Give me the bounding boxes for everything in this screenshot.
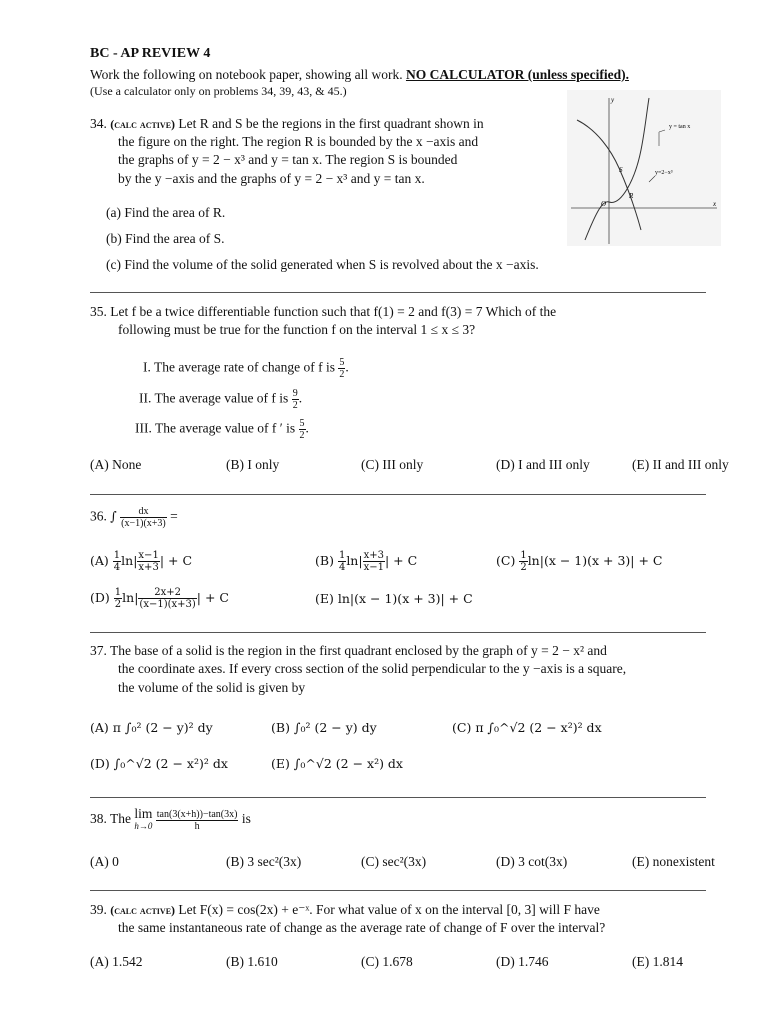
choice-tail: + C [168, 553, 193, 568]
fraction-den: (x−1)(x+3) [139, 599, 196, 610]
integral-sign: ∫ [110, 508, 117, 524]
choice-label: (A) [90, 553, 109, 568]
choice-label: (E) [271, 756, 290, 771]
q37-choice-b[interactable] [271, 720, 377, 735]
fraction-den: (x−1)(x+3) [121, 518, 166, 529]
q36-choice-d[interactable]: (D) $\frac{1}{2}$ ln| $\frac{2x+2}{(x-1)(x+3)}$ | + C [90, 587, 229, 610]
fraction-num: 5 [339, 357, 345, 368]
choice-body: π ∫₀^√2 (2 − x²)² dx [475, 720, 602, 735]
figure-label-s: S [619, 166, 623, 174]
choice-coef [114, 587, 122, 610]
q39-calc-tag: (calc active) [110, 903, 176, 917]
q39-choice-b[interactable]: (B) 1.610 [226, 954, 278, 969]
fraction-num: x+3 [363, 550, 384, 561]
q37-text-2: the coordinate axes. If every cross section of the solid perpendicular to the y −axis is a square, [118, 661, 627, 676]
instructions-text: Work the following on notebook paper, showing all work. [90, 67, 403, 82]
divider-5 [90, 890, 706, 891]
statement-3-fraction [299, 418, 306, 441]
q38-stem [90, 808, 251, 832]
fraction-num: 1 [114, 587, 122, 598]
q35-choice-e[interactable]: (E) II and III only [632, 457, 729, 472]
fraction-num: 1 [520, 550, 527, 561]
q37-number: 37. [90, 643, 107, 658]
figure-label-cubic: y=2−x³ [655, 170, 673, 176]
choice-body: π ∫₀² (2 − y)² dy [112, 720, 213, 735]
q34-line1 [90, 116, 484, 132]
q39-text-2: the same instantaneous rate of change as the average rate of change of F over the interval? [118, 920, 606, 935]
q35-text-1: Let f be a twice differentiable function such that f(1) = 2 and f(3) = 7 Which of the [110, 304, 557, 319]
limit-operator [134, 808, 152, 832]
q34-text-2: the figure on the right. The region R is bounded by the x −axis and [118, 134, 479, 149]
fraction-num: dx [120, 506, 167, 518]
divider-4 [90, 797, 706, 798]
choice-tail: + C [393, 553, 418, 568]
q35-choice-c[interactable]: (C) III only [361, 457, 424, 472]
choice-body: ∫₀^√2 (2 − x²)² dx [113, 756, 228, 771]
choice-fraction [363, 550, 385, 573]
choice-body: ∫₀² (2 − y) dy [293, 720, 377, 735]
lim-subscript: h→0 [134, 821, 153, 831]
fraction-num: 9 [292, 388, 298, 399]
q37-text-1: The base of a solid is the region in the first quadrant enclosed by the graph of y = 2 − x² and [110, 643, 607, 658]
choice-body: ln|(x − 1)(x + 3)| + C [337, 591, 473, 606]
q36-stem [90, 506, 178, 529]
q34-part-c: (c) Find the volume of the solid generated when S is revolved about the x −axis. [106, 257, 539, 272]
figure-label-tan: y = tan x [669, 124, 691, 130]
fraction-num: 5 [299, 418, 305, 429]
q38-choice-a[interactable]: (A) 0 [90, 854, 119, 869]
q39-choice-a[interactable]: (A) 1.542 [90, 954, 143, 969]
q38-choice-d[interactable]: (D) 3 cot(3x) [496, 854, 568, 869]
figure-label-origin: O [601, 200, 607, 208]
q34-figure [567, 90, 721, 246]
statement-2-text: II. The average value of f is [139, 390, 289, 406]
q35-choice-d[interactable]: (D) I and III only [496, 457, 590, 472]
choice-coef [113, 550, 121, 573]
choice-body: ln|(x − 1)(x + 3)| + C [527, 553, 663, 568]
fraction-den: 2 [299, 430, 305, 441]
q39-choice-d[interactable]: (D) 1.746 [496, 954, 549, 969]
fraction-den: x−1 [363, 562, 384, 573]
statement-1-fraction [338, 357, 345, 380]
q38-choice-b[interactable]: (B) 3 sec²(3x) [226, 854, 302, 869]
fraction-num: tan(3(x+h))−tan(3x) [156, 808, 238, 820]
q35-text-2: following must be true for the function f on the interval 1 ≤ x ≤ 3? [118, 322, 476, 337]
q39-text-1: Let F(x) = cos(2x) + e⁻ˣ. For what value of x on the interval [0, 3] will F have [178, 902, 600, 917]
fraction-den: 4 [338, 562, 346, 573]
q38-choice-e[interactable]: (E) nonexistent [632, 854, 715, 869]
q38-choice-c[interactable]: (C) sec²(3x) [361, 854, 427, 869]
q39-choice-e[interactable]: (E) 1.814 [632, 954, 683, 969]
q39-line1 [90, 902, 600, 918]
choice-label: (B) [315, 553, 334, 568]
fraction-den: 4 [113, 562, 121, 573]
q34-part-a: (a) Find the area of R. [106, 205, 226, 220]
q35-number: 35. [90, 304, 107, 319]
q34-text-1: Let R and S be the regions in the first quadrant shown in [178, 116, 484, 131]
fraction-num: 2x+2 [138, 587, 196, 599]
q34-number: 34. [90, 116, 107, 131]
choice-coef [519, 550, 527, 573]
figure-background [567, 90, 721, 246]
q35-choice-b[interactable]: (B) I only [226, 457, 280, 472]
choice-label: (C) [496, 553, 516, 568]
q37-choice-e[interactable] [271, 756, 403, 771]
choice-label: (A) [90, 720, 109, 735]
q36-stem-fraction [120, 506, 167, 529]
q36-choice-c[interactable] [496, 550, 663, 573]
q37-line1 [90, 643, 607, 659]
q37-choice-c[interactable] [452, 720, 602, 735]
figure-label-r: R [629, 192, 634, 200]
instructions [90, 67, 629, 83]
q34-text-4: by the y −axis and the graphs of y = 2 − x³ and y = tan x. [118, 171, 425, 186]
statement-3-text: III. The average value of f ′ is [135, 420, 296, 436]
fraction-den: x+3 [138, 562, 159, 573]
fraction-num: 1 [113, 550, 121, 561]
fraction-den: 2 [520, 562, 527, 573]
divider-2 [90, 494, 706, 495]
q34-text-3: the graphs of y = 2 − x³ and y = tan x. The region S is bounded [118, 152, 458, 167]
figure-label-x: x [713, 200, 717, 208]
q35-statement-2: II. The average value of f is $\frac{9}{2}$ . [139, 388, 303, 411]
q37-text-3: the volume of the solid is given by [118, 680, 306, 695]
q39-choice-c[interactable]: (C) 1.678 [361, 954, 413, 969]
choice-label: (C) [452, 720, 472, 735]
q36-choice-a[interactable]: (A) $\frac{1}{4}$ ln| $\frac{x-1}{x+3}$ | + C [90, 550, 193, 573]
choice-label: (D) [90, 590, 110, 605]
q35-line1 [90, 304, 556, 320]
choice-label: (D) [90, 756, 110, 771]
q38-tail: is [241, 811, 251, 827]
calculator-note: (Use a calculator only on problems 34, 39, 43, & 45.) [90, 84, 347, 98]
no-calculator-note: NO CALCULATOR (unless specified). [405, 67, 629, 82]
q37-choice-d[interactable] [90, 756, 228, 771]
divider-3 [90, 632, 706, 633]
fraction-num: 1 [338, 550, 346, 561]
page-title: BC - AP REVIEW 4 [90, 46, 211, 61]
choice-label: (E) [315, 591, 334, 606]
q36-equals: = [170, 508, 178, 524]
ln-text: ln [121, 553, 134, 568]
q36-choice-b[interactable]: (B) $\frac{1}{4}$ ln| $\frac{x+3}{x-1}$ | + C [315, 550, 418, 573]
q35-statement-3: III. The average value of f ′ is $\frac{5}{2}$ . [135, 418, 309, 441]
q36-choice-e[interactable] [315, 591, 473, 606]
divider-1 [90, 292, 706, 293]
fraction-den: 2 [339, 369, 345, 380]
figure-label-y: y [611, 96, 615, 104]
choice-body: ∫₀^√2 (2 − x²) dx [293, 756, 403, 771]
statement-2-fraction [292, 388, 299, 411]
ln-text: ln [122, 590, 135, 605]
ln-text: ln [346, 553, 359, 568]
q36-number: 36. [90, 508, 107, 524]
choice-label: (B) [271, 720, 290, 735]
lim-text: lim [134, 806, 153, 821]
fraction-den: h [194, 820, 200, 832]
q35-choice-a[interactable]: (A) None [90, 457, 142, 472]
choice-tail: + C [204, 590, 229, 605]
choice-fraction [137, 550, 159, 573]
q34-part-b: (b) Find the area of S. [106, 231, 225, 246]
q34-calc-tag: (calc active) [110, 117, 176, 131]
fraction-den: 2 [114, 599, 122, 610]
choice-fraction [138, 587, 196, 610]
q38-fraction [156, 809, 239, 832]
fraction-num: x−1 [138, 550, 159, 561]
fraction-den: 2 [292, 400, 298, 411]
q38-number: 38. The [90, 811, 131, 827]
q37-choice-a[interactable] [90, 720, 213, 735]
q39-number: 39. [90, 902, 107, 917]
statement-1-text: I. The average rate of change of f is [143, 359, 336, 375]
q35-statement-1: I. The average rate of change of f is $\frac{5}{2}$ . [143, 357, 349, 380]
